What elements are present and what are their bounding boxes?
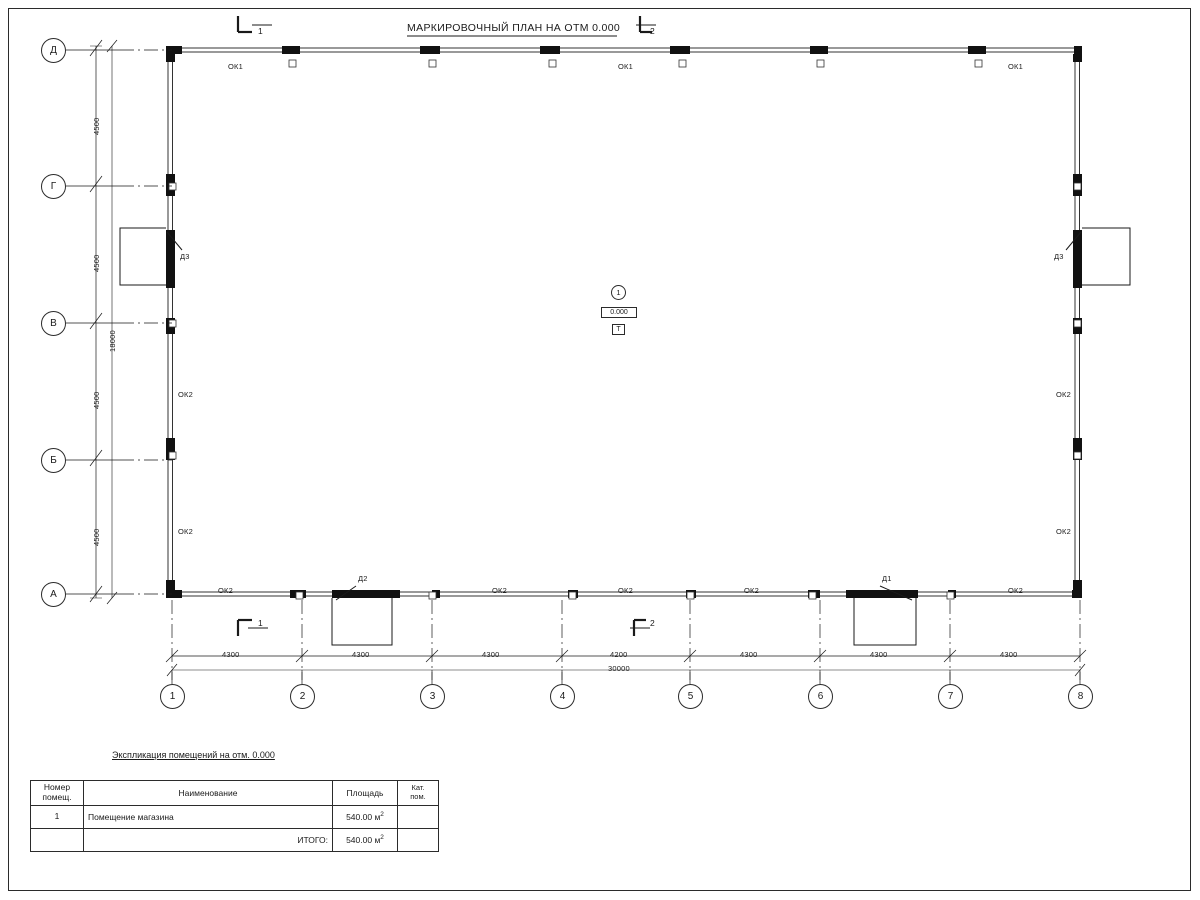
cell-room-area-value: 540.00 [346,811,373,822]
label-ok2-bottom-1: ОК2 [218,586,233,595]
cell-total-area-value: 540.00 [346,834,373,845]
header-category-line2: пом. [410,791,426,801]
cell-total-empty [31,828,84,851]
dim-horizontal-total: 30000 [608,664,630,673]
cell-total-area [333,828,398,851]
label-ok2-right-lower: ОК2 [1056,527,1071,536]
axis-bubble-g[interactable]: Г [41,174,66,199]
cell-total-area-unit-exp: 2 [380,834,384,842]
label-ok1-center: ОК1 [618,62,633,71]
axis-bubble-6[interactable]: 6 [808,684,833,709]
header-category-line1: Кат. [411,783,425,793]
table-total-row [31,828,439,851]
dim-horizontal-7: 4300 [1000,650,1018,659]
section-mark-1-top: 1 [258,26,263,36]
label-ok2-bottom-5: ОК2 [1008,586,1023,595]
axis-bubble-2[interactable]: 2 [290,684,315,709]
label-ok2-bottom-3: ОК2 [618,586,633,595]
axis-bubble-b[interactable]: Б [41,448,66,473]
header-number-line1: Номер [43,782,71,792]
axis-bubble-1[interactable]: 1 [160,684,185,709]
cell-row-number: 1 [31,805,84,828]
label-d1: Д1 [882,574,892,583]
cell-room-area-unit-exp: 2 [380,811,384,819]
room-level-box: 0.000 [601,307,637,318]
axis-bubble-4[interactable]: 4 [550,684,575,709]
label-ok2-left-upper: ОК2 [178,390,193,399]
cell-room-area [333,805,398,828]
explication-table [30,780,439,852]
axis-bubble-5[interactable]: 5 [678,684,703,709]
dim-horizontal-3: 4300 [482,650,500,659]
axis-bubble-v[interactable]: В [41,311,66,336]
header-name: Наименование [84,781,333,806]
header-category [398,781,439,806]
page-title: МАРКИРОВОЧНЫЙ ПЛАН НА ОТМ 0.000 [407,22,621,34]
dim-horizontal-4: 4200 [610,650,628,659]
label-ok2-bottom-2: ОК2 [492,586,507,595]
room-category-box: Т [612,324,625,335]
label-d2: Д2 [358,574,368,583]
dim-horizontal-6: 4300 [870,650,888,659]
section-mark-2-bottom: 2 [650,618,655,628]
section-mark-2-top: 2 [650,26,655,36]
cell-total-label: ИТОГО: [84,828,333,851]
label-ok1-right: ОК1 [1008,62,1023,71]
label-ok1-left: ОК1 [228,62,243,71]
label-ok2-left-lower: ОК2 [178,527,193,536]
axis-bubble-3[interactable]: 3 [420,684,445,709]
axis-bubble-8[interactable]: 8 [1068,684,1093,709]
cell-room-area-unit: м [374,811,381,822]
dim-vertical-4: 4500 [92,528,101,546]
label-ok2-right-upper: ОК2 [1056,390,1071,399]
header-number [31,781,84,806]
room-number-bubble[interactable]: 1 [611,285,626,300]
dim-horizontal-2: 4300 [352,650,370,659]
axis-bubble-a[interactable]: А [41,582,66,607]
section-mark-1-bottom: 1 [258,618,263,628]
label-d3-right: Д3 [1054,252,1064,261]
label-d3-left: Д3 [180,252,190,261]
table-row [31,805,439,828]
label-ok2-bottom-4: ОК2 [744,586,759,595]
axis-bubble-d[interactable]: Д [41,38,66,63]
dim-vertical-1: 4500 [92,117,101,135]
dim-horizontal-1: 4300 [222,650,240,659]
axis-bubble-7[interactable]: 7 [938,684,963,709]
dim-horizontal-5: 4300 [740,650,758,659]
header-area: Площадь [333,781,398,806]
dim-vertical-3: 4500 [92,391,101,409]
header-number-line2: помещ. [42,791,72,802]
table-caption: Экспликация помещений на отм. 0.000 [112,750,275,760]
table-header-row [31,781,439,806]
dim-vertical-2: 4500 [92,254,101,272]
cell-total-category [398,828,439,851]
dim-vertical-total: 18000 [108,330,117,352]
cell-room-category [398,805,439,828]
cell-room-name: Помещение магазина [84,805,333,828]
cell-total-area-unit: м [374,834,381,845]
